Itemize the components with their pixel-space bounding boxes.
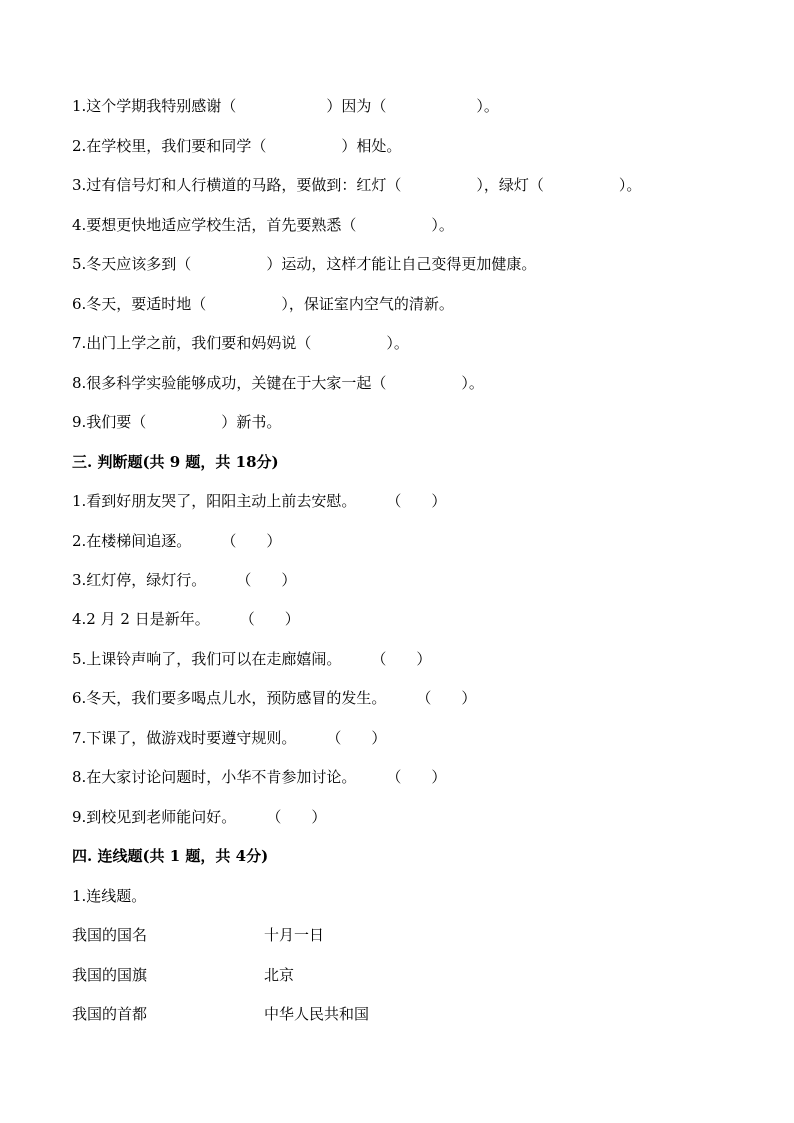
fill-in-question-4: 4.要想更快地适应学校生活，首先要熟悉（ ）。: [72, 216, 454, 234]
judgment-question-7: 7.下课了，做游戏时要遵守规则。 （ ）: [72, 729, 387, 747]
judgment-question-3: 3.红灯停，绿灯行。 （ ）: [72, 571, 297, 589]
section-heading-matching: 四. 连线题(共 1 题，共 4分): [72, 847, 269, 865]
fill-in-question-9: 9.我们要（ ）新书。: [72, 413, 282, 431]
fill-in-question-5: 5.冬天应该多到（ ）运动，这样才能让自己变得更加健康。: [72, 255, 537, 273]
fill-in-question-3: 3.过有信号灯和人行横道的马路，要做到：红灯（ ），绿灯（ ）。: [72, 176, 642, 194]
matching-left-item: 我国的国名: [72, 926, 148, 944]
matching-right-item: 十月一日: [264, 926, 325, 944]
judgment-question-4: 4.2 月 2 日是新年。 （ ）: [72, 610, 300, 628]
section-heading-judgment: 三. 判断题(共 9 题，共 18分): [72, 453, 279, 471]
fill-in-question-8: 8.很多科学实验能够成功，关键在于大家一起（ ）。: [72, 374, 484, 392]
fill-in-question-1: 1.这个学期我特别感谢（ ）因为（ ）。: [72, 97, 499, 115]
fill-in-question-2: 2.在学校里，我们要和同学（ ）相处。: [72, 137, 402, 155]
judgment-question-8: 8.在大家讨论问题时，小华不肯参加讨论。 （ ）: [72, 768, 447, 786]
matching-right-item: 北京: [264, 966, 295, 984]
judgment-question-9: 9.到校见到老师能问好。 （ ）: [72, 808, 327, 826]
matching-left-item: 我国的国旗: [72, 966, 148, 984]
matching-right-item: 中华人民共和国: [264, 1005, 370, 1023]
judgment-question-5: 5.上课铃声响了，我们可以在走廊嬉闹。 （ ）: [72, 650, 432, 668]
judgment-question-6: 6.冬天，我们要多喝点儿水，预防感冒的发生。 （ ）: [72, 689, 477, 707]
judgment-question-2: 2.在楼梯间追逐。 （ ）: [72, 532, 282, 550]
matching-left-item: 我国的首都: [72, 1005, 148, 1023]
fill-in-question-6: 6.冬天，要适时地（ ），保证室内空气的清新。: [72, 295, 454, 313]
fill-in-question-7: 7.出门上学之前，我们要和妈妈说（ ）。: [72, 334, 409, 352]
matching-question: 1.连线题。: [72, 887, 147, 905]
judgment-question-1: 1.看到好朋友哭了，阳阳主动上前去安慰。 （ ）: [72, 492, 447, 510]
